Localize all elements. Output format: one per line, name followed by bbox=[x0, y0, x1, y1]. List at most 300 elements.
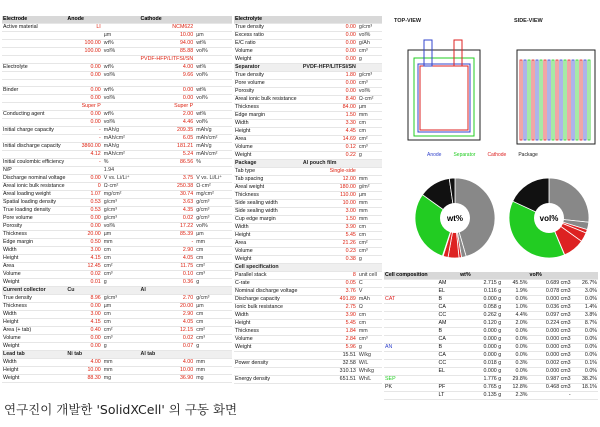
energy-unit: Wh/L bbox=[357, 376, 382, 384]
weight: 0.262 g bbox=[459, 312, 502, 320]
anode-value: 1.07 bbox=[66, 191, 101, 199]
value: 8 bbox=[302, 272, 357, 280]
row-label: Area bbox=[234, 136, 302, 144]
anode-value bbox=[66, 80, 101, 87]
vol-pie-chart bbox=[504, 170, 594, 270]
value: 0.12 bbox=[302, 144, 357, 152]
energy-value: 651.51 bbox=[302, 376, 357, 384]
unit: cm² bbox=[357, 240, 382, 248]
row-label bbox=[2, 72, 66, 80]
row-label bbox=[2, 135, 66, 143]
row-label: Weight bbox=[2, 279, 66, 287]
volume: 0.000 cm3 bbox=[529, 344, 572, 352]
unit: V bbox=[357, 288, 382, 296]
cathode-value: 30.74 bbox=[140, 191, 195, 199]
power-label bbox=[234, 352, 302, 360]
table-row bbox=[234, 376, 382, 384]
table-row bbox=[2, 359, 232, 367]
table-row bbox=[234, 144, 382, 152]
table-row bbox=[2, 351, 232, 359]
value: 12.00 bbox=[302, 176, 357, 184]
power-unit: W/kg bbox=[357, 352, 382, 360]
cathode-unit: mAh/g bbox=[194, 143, 232, 151]
vol-pct: 0.0% bbox=[572, 336, 598, 344]
anode-value: 0.00 bbox=[66, 335, 101, 343]
anode-value: 0.02 bbox=[66, 271, 101, 279]
unit: Ω bbox=[357, 304, 382, 312]
anode-unit: vol% bbox=[102, 95, 140, 103]
row-label: Height bbox=[2, 255, 66, 263]
anode-unit: g/cm³ bbox=[102, 199, 140, 207]
table-row bbox=[2, 279, 232, 287]
unit: cm³ bbox=[357, 80, 382, 88]
row-label: Width bbox=[234, 312, 302, 320]
table-row bbox=[2, 127, 232, 135]
unit: g bbox=[357, 344, 382, 352]
table-row bbox=[2, 263, 232, 271]
cell-spec-header: Cell specification bbox=[234, 264, 302, 272]
table-row bbox=[234, 368, 382, 376]
cathode-unit: cm³ bbox=[194, 271, 232, 279]
anode-value: 20.00 bbox=[66, 231, 101, 239]
row-label: Thickness bbox=[234, 328, 302, 336]
anode-value: 0.00 bbox=[66, 95, 101, 103]
volume: 0.689 cm3 bbox=[529, 280, 572, 288]
table-row bbox=[2, 32, 232, 40]
anode-unit: g bbox=[102, 343, 140, 351]
anode-unit bbox=[102, 103, 140, 111]
energy-label: Energy density bbox=[234, 376, 302, 384]
row-label: Tab spacing bbox=[234, 176, 302, 184]
row-label: Areal ionic bulk resistance bbox=[3, 183, 65, 190]
group-label bbox=[384, 312, 438, 320]
row-label: Weight bbox=[234, 256, 302, 264]
cathode-value: 17.22 bbox=[140, 223, 195, 231]
table-cell bbox=[302, 264, 357, 272]
table-row bbox=[2, 24, 232, 32]
unit: mm bbox=[357, 176, 382, 184]
row-label bbox=[2, 103, 66, 111]
unit: cm³ bbox=[357, 248, 382, 256]
component: LT bbox=[438, 392, 460, 400]
weight: 0.000 g bbox=[459, 296, 502, 304]
row-label bbox=[2, 56, 66, 64]
image-caption: 연구진이 개발한 'SolidXCell' 의 구동 화면 bbox=[4, 402, 238, 417]
row-label: Width bbox=[2, 247, 66, 255]
anode-unit: cm² bbox=[102, 327, 140, 335]
cathode-unit: g/cm³ bbox=[194, 215, 232, 223]
cathode-value: PVDF-HFP/LITFSI/SN bbox=[140, 56, 194, 62]
row-label: Porosity bbox=[234, 88, 302, 96]
table-row bbox=[384, 368, 598, 376]
row-label: Cup edge margin bbox=[234, 216, 302, 224]
pie-center-label: wt% bbox=[447, 214, 463, 223]
table-row bbox=[234, 120, 382, 128]
wt-pct: 0.0% bbox=[502, 296, 528, 304]
anode-unit: g/cm³ bbox=[102, 295, 140, 303]
value: 0.00 bbox=[302, 88, 357, 96]
cathode-unit: g/cm³ bbox=[194, 199, 232, 207]
table-row bbox=[2, 143, 232, 151]
value: 3.90 bbox=[302, 312, 357, 320]
wt-pct: 29.8% bbox=[502, 376, 528, 384]
table-row bbox=[234, 216, 382, 224]
row-label: Volume bbox=[234, 248, 302, 256]
unit: cm³ bbox=[357, 48, 382, 56]
row-label: Areal weight bbox=[234, 184, 302, 192]
weight: 0.000 g bbox=[459, 344, 502, 352]
volume: 0.987 cm3 bbox=[529, 376, 572, 384]
side-view-drawing bbox=[514, 30, 598, 148]
anode-unit: g bbox=[102, 279, 140, 287]
row-label: Weight bbox=[234, 344, 302, 352]
table-row bbox=[384, 392, 598, 400]
value: 3.30 bbox=[302, 120, 357, 128]
table-row bbox=[234, 248, 382, 256]
table-row bbox=[234, 232, 382, 240]
cathode-value: 0.36 bbox=[140, 279, 195, 287]
cathode-unit: g/cm³ bbox=[194, 207, 232, 215]
unit: cm³ bbox=[357, 336, 382, 344]
weight: 1.776 g bbox=[459, 376, 502, 384]
anode-unit bbox=[102, 80, 140, 87]
anode-value: 8.96 bbox=[66, 295, 101, 303]
row-label: Parallel stack bbox=[234, 272, 302, 280]
value: 1.50 bbox=[302, 112, 357, 120]
side-layer bbox=[532, 60, 534, 140]
anode-unit: mm bbox=[102, 239, 140, 247]
cathode-unit: mm bbox=[194, 359, 232, 367]
anode-unit: cm³ bbox=[102, 335, 140, 343]
table-row bbox=[2, 375, 232, 383]
volume: 0.097 cm3 bbox=[529, 312, 572, 320]
anode-unit: vol% bbox=[102, 48, 140, 56]
table-cell: Al pouch film bbox=[302, 160, 357, 168]
cathode-value: 94.00 bbox=[140, 40, 195, 48]
volume: 0.000 cm3 bbox=[529, 352, 572, 360]
component: CA bbox=[438, 304, 460, 312]
component: CA bbox=[438, 336, 460, 344]
group-label: AN bbox=[384, 344, 438, 352]
table-row bbox=[2, 48, 232, 56]
cathode-value: 181.21 bbox=[140, 143, 195, 151]
row-label: Side sealing width bbox=[234, 200, 302, 208]
cathode-unit: cm³ bbox=[194, 335, 232, 343]
row-label: Weight bbox=[234, 152, 302, 160]
cathode-unit: mg bbox=[194, 375, 232, 383]
electrode-panel bbox=[2, 16, 232, 383]
anode-value: 0.00 bbox=[66, 111, 101, 119]
cathode-unit: vol% bbox=[194, 95, 232, 103]
unit: mm bbox=[357, 208, 382, 216]
vol-pct: 0.1% bbox=[572, 360, 598, 368]
cathode-unit: µm bbox=[194, 32, 232, 40]
anode-value: 0.01 bbox=[66, 279, 101, 287]
unit: g/cm³ bbox=[357, 72, 382, 80]
wt-pct: 0.0% bbox=[502, 352, 528, 360]
table-row bbox=[2, 80, 232, 87]
row-label: Area (+ tab) bbox=[2, 327, 66, 335]
table-row bbox=[2, 64, 232, 72]
cathode-value: 4.00 bbox=[140, 64, 195, 72]
row-label: E/C ratio bbox=[234, 40, 302, 48]
component: AM bbox=[438, 320, 460, 328]
weight: 0.116 g bbox=[459, 288, 502, 296]
anode-unit: wt% bbox=[102, 111, 140, 119]
table-row bbox=[2, 151, 232, 159]
row-label: Ionic bulk resistance bbox=[234, 304, 302, 312]
vol-pct: 8.7% bbox=[572, 320, 598, 328]
table-row bbox=[234, 40, 382, 48]
header-label: Electrode bbox=[2, 16, 66, 24]
table-cell: vol% bbox=[529, 272, 572, 280]
value: 0.00 bbox=[302, 56, 357, 64]
value: 2.75 bbox=[302, 304, 357, 312]
vol-pct: 38.2% bbox=[572, 376, 598, 384]
row-label: Volume bbox=[2, 335, 66, 343]
cathode-value: 4.46 bbox=[140, 119, 195, 127]
weight: 0.000 g bbox=[459, 328, 502, 336]
table-row bbox=[234, 176, 382, 184]
table-cell: wt% bbox=[459, 272, 502, 280]
table-row bbox=[384, 296, 598, 304]
component: CC bbox=[438, 360, 460, 368]
anode-value bbox=[66, 167, 101, 175]
anode-value: 0.00 bbox=[66, 223, 101, 231]
unit: C bbox=[357, 280, 382, 288]
table-row bbox=[2, 223, 232, 231]
row-label: Active material bbox=[2, 24, 66, 32]
unit: vol% bbox=[357, 88, 382, 96]
anode-value: - bbox=[66, 135, 101, 143]
table-row bbox=[2, 255, 232, 263]
component: B bbox=[438, 296, 460, 304]
cathode-unit: cm bbox=[194, 311, 232, 319]
table-cell bbox=[438, 272, 460, 280]
unit: g bbox=[357, 256, 382, 264]
wt-pct: 1.0% bbox=[502, 304, 528, 312]
value: 0.22 bbox=[302, 152, 357, 160]
header-anode: Anode bbox=[66, 16, 101, 24]
table-cell bbox=[357, 264, 382, 272]
component: CA bbox=[438, 352, 460, 360]
unit bbox=[357, 168, 382, 176]
unit: g bbox=[357, 56, 382, 64]
table-row bbox=[234, 56, 382, 64]
cathode-value: 12.15 bbox=[140, 327, 195, 335]
cathode-value: 20.00 bbox=[140, 303, 195, 311]
table-row bbox=[2, 207, 232, 215]
table-row bbox=[2, 159, 232, 167]
component bbox=[438, 376, 460, 384]
side-layer bbox=[540, 60, 542, 140]
row-label: Initial coulombic efficiency bbox=[2, 159, 66, 167]
legend-item: Package bbox=[518, 152, 538, 158]
group-label bbox=[384, 328, 438, 336]
table-cell: Ni tab bbox=[66, 351, 101, 359]
cathode-unit: cm bbox=[194, 247, 232, 255]
unit: unit cell bbox=[357, 272, 382, 280]
energy-value: 310.13 bbox=[302, 368, 357, 376]
cathode-value: 0.10 bbox=[140, 271, 195, 279]
table-row bbox=[384, 320, 598, 328]
row-label: Edge margin bbox=[234, 112, 302, 120]
cathode-value: 0.02 bbox=[140, 335, 195, 343]
row-label: Volume bbox=[234, 48, 302, 56]
anode-unit: µm bbox=[102, 32, 140, 40]
row-label: Electrolyte bbox=[2, 64, 66, 72]
anode-unit: wt% bbox=[102, 87, 140, 95]
component: EL bbox=[438, 288, 460, 296]
vol-pct: 1.4% bbox=[572, 304, 598, 312]
data-table bbox=[2, 16, 232, 383]
anode-unit: mm bbox=[102, 359, 140, 367]
table-row bbox=[2, 191, 232, 199]
anode-value: 0.00 bbox=[66, 72, 101, 80]
row-label: Weight bbox=[2, 343, 66, 351]
row-label: Width bbox=[2, 359, 66, 367]
weight: 0.000 g bbox=[459, 352, 502, 360]
wt-pct: 2.0% bbox=[502, 320, 528, 328]
volume: 0.224 cm3 bbox=[529, 320, 572, 328]
row-label: True density bbox=[234, 72, 302, 80]
side-layer bbox=[560, 60, 562, 140]
value: 5.96 bbox=[302, 344, 357, 352]
side-layer bbox=[580, 60, 582, 140]
energy-unit: Wh/kg bbox=[357, 368, 382, 376]
data-table bbox=[384, 272, 598, 400]
anode-value: LI bbox=[66, 24, 101, 32]
anode-value: 0.00 bbox=[66, 343, 101, 351]
table-row bbox=[234, 312, 382, 320]
value: 0.00 bbox=[302, 24, 357, 32]
value: 8.40 bbox=[302, 96, 357, 104]
top-view-title: TOP-VIEW bbox=[394, 18, 422, 24]
side-layer bbox=[536, 60, 538, 140]
unit: mm bbox=[357, 328, 382, 336]
table-row bbox=[234, 48, 382, 56]
row-label: Area bbox=[2, 263, 66, 271]
row-label: C-rate bbox=[234, 280, 302, 288]
unit: cm³ bbox=[357, 144, 382, 152]
table-cell bbox=[357, 64, 382, 72]
weight: 0.765 g bbox=[459, 384, 502, 392]
power-value: 32.58 bbox=[302, 360, 357, 368]
unit: cm bbox=[357, 320, 382, 328]
table-row bbox=[234, 184, 382, 192]
unit: cm bbox=[357, 224, 382, 232]
lead-tab-header: Lead tab bbox=[2, 351, 66, 359]
unit: cm bbox=[357, 312, 382, 320]
cathode-value: 2.70 bbox=[140, 295, 195, 303]
anode-unit: g/cm³ bbox=[102, 215, 140, 223]
anode-unit: mAh/g bbox=[102, 143, 140, 151]
anode-value: 0.40 bbox=[66, 327, 101, 335]
anode-value: 4.00 bbox=[66, 359, 101, 367]
table-row bbox=[234, 96, 382, 104]
side-layer bbox=[556, 60, 558, 140]
row-label: Edge margin bbox=[2, 239, 66, 247]
group-label bbox=[384, 392, 438, 400]
side-layer bbox=[572, 60, 574, 140]
unit: µm bbox=[357, 104, 382, 112]
anode-value: 0.00 bbox=[66, 64, 101, 72]
row-label: Tab type bbox=[234, 168, 302, 176]
row-label bbox=[2, 95, 66, 103]
table-row bbox=[234, 304, 382, 312]
row-label: Pore volume bbox=[2, 215, 66, 223]
table-row bbox=[234, 224, 382, 232]
cathode-value: NCM622 bbox=[140, 24, 195, 32]
table-row bbox=[2, 239, 232, 247]
table-row bbox=[234, 208, 382, 216]
cathode-value: 3.75 bbox=[140, 175, 195, 183]
cell-composition-panel bbox=[384, 272, 598, 400]
anode-unit: vol% bbox=[102, 119, 140, 127]
component: B bbox=[438, 344, 460, 352]
table-row bbox=[2, 167, 232, 175]
table-cell bbox=[194, 351, 232, 359]
unit: cm bbox=[357, 128, 382, 136]
cathode-unit: cm bbox=[194, 255, 232, 263]
vol-pct: 3.0% bbox=[572, 288, 598, 296]
unit: cm bbox=[357, 232, 382, 240]
legend-item: Separator bbox=[453, 152, 476, 158]
group-label bbox=[384, 288, 438, 296]
table-row bbox=[384, 312, 598, 320]
value: 110.00 bbox=[302, 192, 357, 200]
row-label bbox=[2, 32, 66, 40]
volume: 0.078 cm3 bbox=[529, 288, 572, 296]
cathode-unit: cm² bbox=[194, 327, 232, 335]
table-row bbox=[2, 16, 232, 24]
cathode-unit: mm bbox=[194, 367, 232, 375]
table-row bbox=[2, 40, 232, 48]
cathode-value: 85.88 bbox=[140, 48, 195, 56]
row-label: Side sealing width bbox=[234, 208, 302, 216]
anode-unit: cm bbox=[102, 319, 140, 327]
unit: g/Ah bbox=[357, 40, 382, 48]
anode-unit: mAh/cm² bbox=[102, 135, 140, 143]
cathode-unit: µm bbox=[194, 303, 232, 311]
anode-value: 0.00 bbox=[66, 303, 101, 311]
row-label: Pore volume bbox=[234, 80, 302, 88]
cathode-value: 209.35 bbox=[140, 127, 195, 135]
table-row bbox=[234, 288, 382, 296]
side-layer bbox=[588, 60, 590, 140]
cathode-value: 5.24 bbox=[140, 151, 195, 159]
composition-header: Cell composition bbox=[384, 272, 438, 280]
anode-value: 3.00 bbox=[66, 247, 101, 255]
table-row bbox=[234, 64, 382, 72]
value: 5.45 bbox=[302, 232, 357, 240]
table-row bbox=[2, 327, 232, 335]
row-label: True density bbox=[234, 24, 302, 32]
table-row bbox=[234, 152, 382, 160]
cathode-unit: mAh/g bbox=[194, 127, 232, 135]
weight: 0.018 g bbox=[459, 360, 502, 368]
table-row bbox=[2, 119, 232, 127]
table-row bbox=[234, 72, 382, 80]
value: 1.80 bbox=[302, 72, 357, 80]
row-label: Porosity bbox=[2, 223, 66, 231]
volume: - bbox=[529, 392, 572, 400]
table-cell bbox=[572, 272, 598, 280]
anode-value: 3.00 bbox=[66, 311, 101, 319]
cathode-unit bbox=[194, 24, 232, 32]
side-layer bbox=[584, 60, 586, 140]
anode-unit: cm bbox=[102, 311, 140, 319]
